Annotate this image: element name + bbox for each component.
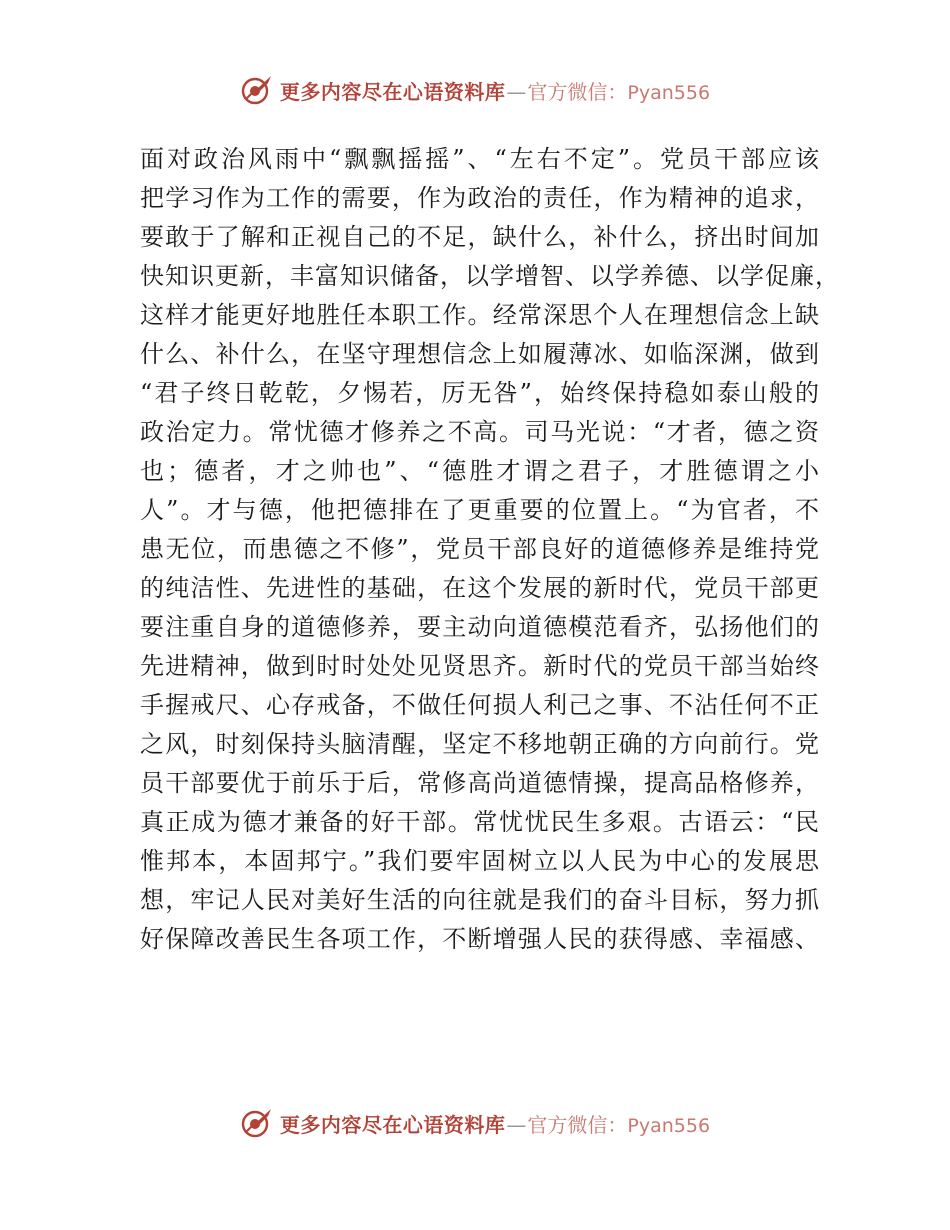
body-line: 什么、补什么，在坚守理想信念上如履薄冰、如临深渊，做到 [140,340,820,368]
body-line: 好保障改善民生各项工作，不断增强人民的获得感、幸福感、 [140,925,820,953]
quill-circle-logo-icon [240,73,274,107]
body-line: 政治定力。常忧德才修养之不高。司马光说：“才者，德之资 [140,418,820,446]
footer-wechat-label: 官方微信： [527,1112,628,1137]
header-banner [0,70,950,110]
header-wechat-label: 官方微信： [527,79,628,104]
body-line: 患无位，而患德之不修”，党员干部良好的道德修养是维持党 [140,535,820,563]
quill-circle-logo-icon [240,1106,274,1140]
footer-banner [0,1103,950,1143]
header-wechat-id: Pyan556 [627,81,711,104]
body-line: 要注重自身的道德修养，要主动向道德模范看齐，弘扬他们的 [140,613,820,641]
footer-wechat-id: Pyan556 [627,1114,711,1137]
body-line: 想，牢记人民对美好生活的向往就是我们的奋斗目标，努力抓 [140,886,820,914]
body-line: 手握戒尺、心存戒备，不做任何损人利己之事、不沾任何不正 [140,691,820,719]
body-line: 把学习作为工作的需要，作为政治的责任，作为精神的追求， [140,184,820,212]
footer-site-name: 更多内容尽在心语资料库 [279,1112,506,1137]
body-line: 之风，时刻保持头脑清醒，坚定不移地朝正确的方向前行。党 [140,730,820,758]
body-line: 这样才能更好地胜任本职工作。经常深思个人在理想信念上缺 [140,301,820,329]
body-line: 真正成为德才兼备的好干部。常忧忧民生多艰。古语云：“民 [140,808,820,836]
body-line: 的纯洁性、先进性的基础，在这个发展的新时代，党员干部更 [140,574,820,602]
header-site-name: 更多内容尽在心语资料库 [279,79,506,104]
body-line: “君子终日乾乾，夕惕若，厉无咎”，始终保持稳如泰山般的 [140,379,820,407]
body-line: 员干部要优于前乐于后，常修高尚道德情操，提高品格修养， [140,769,820,797]
body-line: 先进精神，做到时时处处见贤思齐。新时代的党员干部当始终 [140,652,820,680]
body-line: 要敢于了解和正视自己的不足，缺什么，补什么，挤出时间加 [140,223,820,251]
body-line: 惟邦本，本固邦宁。”我们要牢固树立以人民为中心的发展思 [140,847,820,875]
footer-banner-text [280,1109,710,1138]
body-line: 面对政治风雨中“飘飘摇摇”、“左右不定”。党员干部应该 [140,145,820,173]
header-banner-text [280,76,710,105]
header-separator: — [506,79,527,104]
footer-separator: — [506,1112,527,1137]
document-body [140,140,840,959]
body-line: 也；德者，才之帅也”、“德胜才谓之君子，才胜德谓之小 [140,457,820,485]
body-line: 快知识更新，丰富知识储备，以学增智、以学养德、以学促廉， [140,262,840,290]
body-line: 人”。才与德，他把德排在了更重要的位置上。“为官者，不 [140,496,820,524]
